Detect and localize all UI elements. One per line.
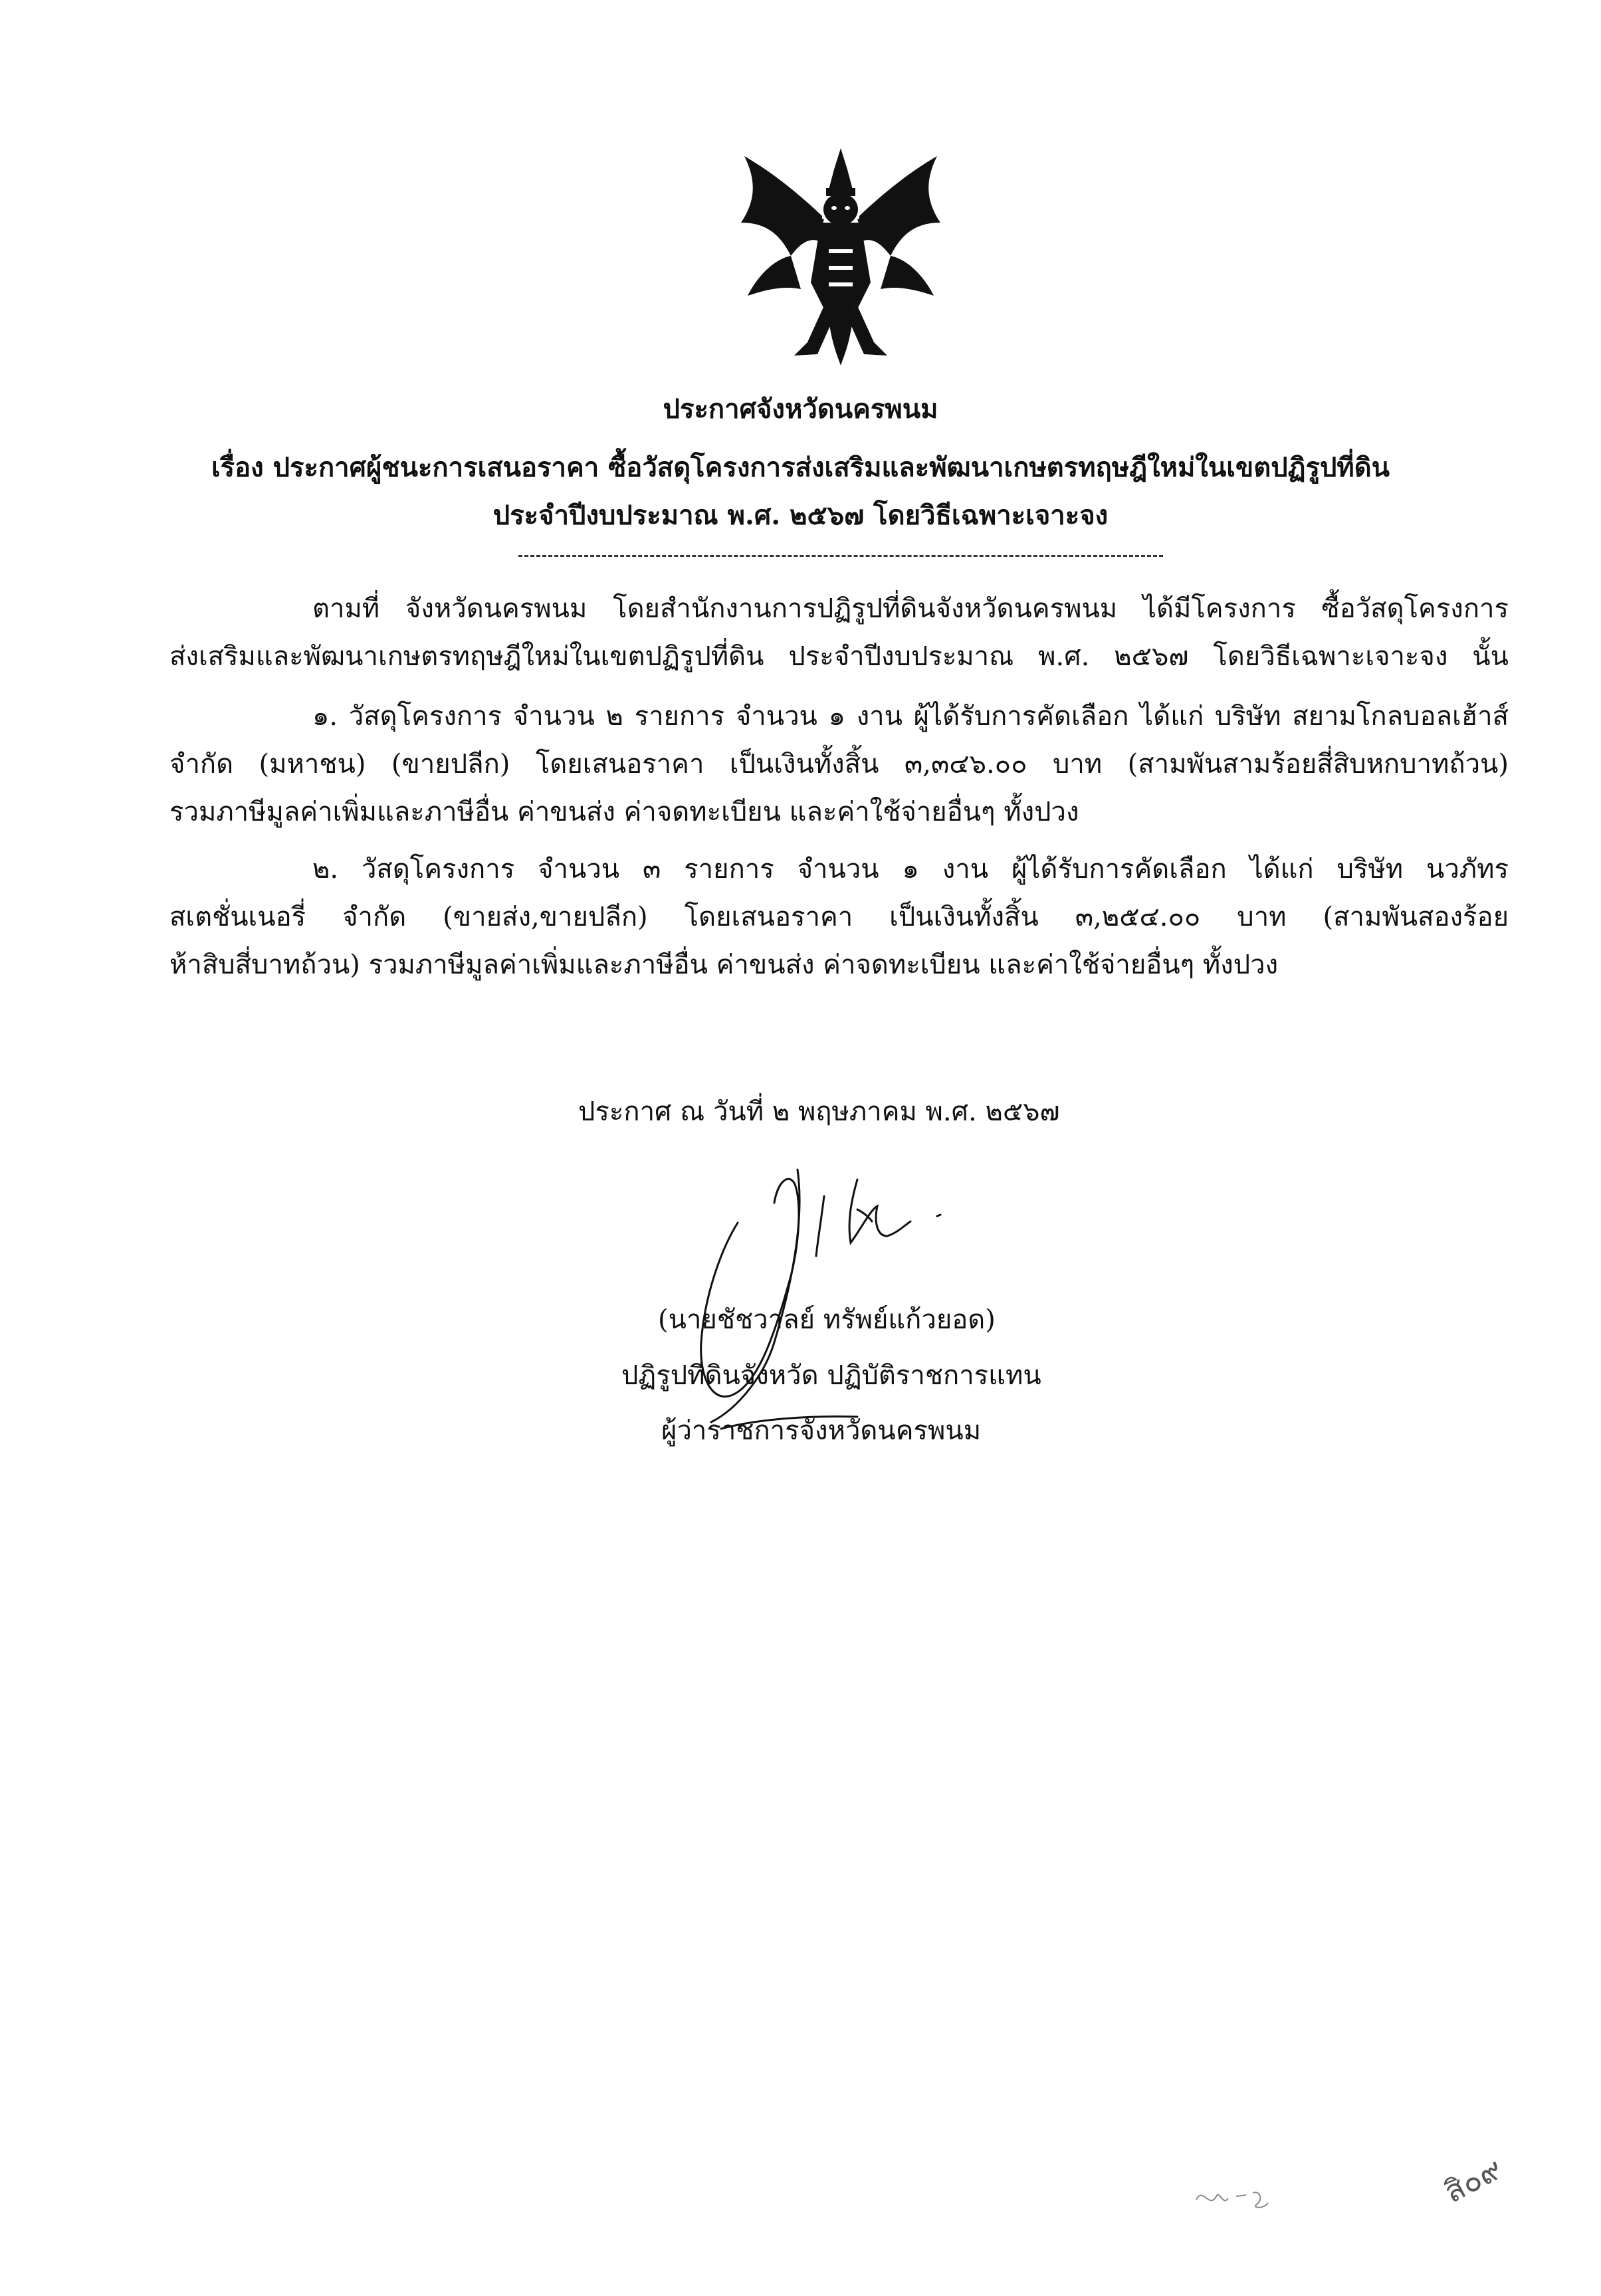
item1-line-2: จำกัด (มหาชน) (ขายปลีก) โดยเสนอราคา เป็นเงินทั้งสิ้น ๓,๓๔๖.๐๐ บาท (สามพันสามร้อยสี่สิบหกบาทถ้วน) xyxy=(169,749,1509,780)
subject-line-2: ประจำปีงบประมาณ พ.ศ. ๒๕๖๗ โดยวิธีเฉพาะเจาะจง xyxy=(492,500,1109,531)
intro-line-1: ตามที่ จังหวัดนครพนม โดยสำนักงานการปฏิรูปที่ดินจังหวัดนครพนม ได้มีโครงการ ซื้อวัสดุโครงการ xyxy=(312,593,1509,624)
subject-line-1: เรื่อง ประกาศผู้ชนะการเสนอราคา ซื้อวัสดุโครงการส่งเสริมและพัฒนาเกษตรทฤษฎีใหม่ในเขตปฏิรูปที่ดิน xyxy=(211,452,1390,483)
item2-line-1: ๒. วัสดุโครงการ จำนวน ๓ รายการ จำนวน ๑ งาน ผู้ได้รับการคัดเลือก ได้แก่ บริษัท นวภัทร xyxy=(312,854,1509,885)
header-divider xyxy=(518,555,1163,557)
announce-date: ประกาศ ณ วันที่ ๒ พฤษภาคม พ.ศ. ๒๕๖๗ xyxy=(578,1096,1060,1127)
signatory-position-1: ปฏิรูปที่ดินจังหวัด ปฏิบัติราชการแทน xyxy=(621,1360,1041,1391)
item1-line-1: ๑. วัสดุโครงการ จำนวน ๒ รายการ จำนวน ๑ งาน ผู้ได้รับการคัดเลือก ได้แก่ บริษัท สยามโกลบอลเฮ้าส์ xyxy=(312,701,1509,732)
signatory-position-2: ผู้ว่าราชการจังหวัดนครพนม xyxy=(661,1415,982,1446)
document-title: ประกาศจังหวัดนครพนม xyxy=(663,393,938,425)
item1-line-3: รวมภาษีมูลค่าเพิ่มและภาษีอื่น ค่าขนส่ง ค่าจดทะเบียน และค่าใช้จ่ายอื่นๆ ทั้งปวง xyxy=(169,797,1079,827)
garuda-emblem-icon xyxy=(728,143,954,369)
item2-line-2: สเตชั่นเนอรี่ จำกัด (ขายส่ง,ขายปลีก) โดยเสนอราคา เป็นเงินทั้งสิ้น ๓,๒๕๔.๐๐ บาท (สามพันสองร้อย xyxy=(169,902,1509,932)
handwritten-margin-note: สิ๐๙ xyxy=(1438,2150,1508,2210)
pencil-scribble-mark xyxy=(1190,2173,1276,2220)
signatory-name: (นายชัชวาลย์ ทรัพย์แก้วยอด) xyxy=(658,1305,996,1335)
item2-line-3: ห้าสิบสี่บาทถ้วน) รวมภาษีมูลค่าเพิ่มและภาษีอื่น ค่าขนส่ง ค่าจดทะเบียน และค่าใช้จ่ายอื่นๆ ทั้งปวง xyxy=(169,950,1279,980)
intro-line-2: ส่งเสริมและพัฒนาเกษตรทฤษฎีใหม่ในเขตปฏิรูปที่ดิน ประจำปีงบประมาณ พ.ศ. ๒๕๖๗ โดยวิธีเฉพาะเจาะจง นั้น xyxy=(169,641,1509,672)
